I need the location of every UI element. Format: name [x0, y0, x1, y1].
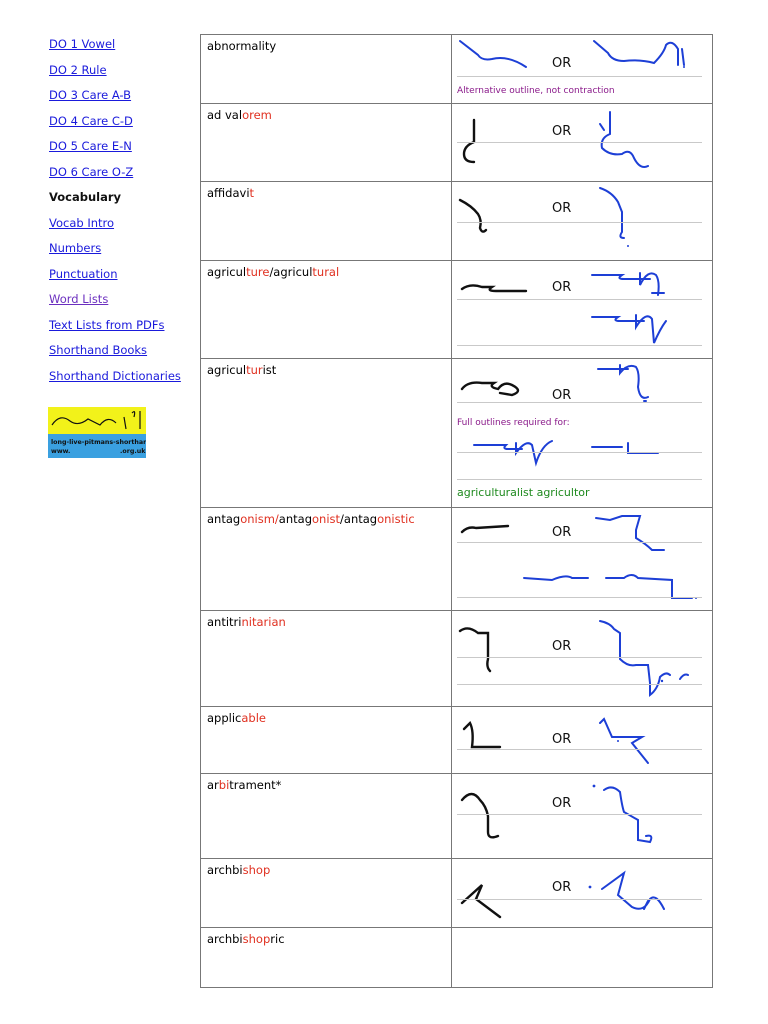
svg-text:long-live-pitmans-shorthand: long-live-pitmans-shorthand	[51, 439, 146, 446]
table-row	[201, 707, 713, 774]
word-part-highlight: nitarian	[241, 615, 286, 629]
or-label: OR	[552, 796, 572, 811]
word-part: antag	[207, 512, 241, 526]
or-label: OR	[552, 639, 572, 654]
outline-cell	[452, 35, 713, 104]
word-part: agricul	[207, 363, 247, 377]
word-cell	[201, 182, 452, 261]
word-part: /antag	[340, 512, 378, 526]
word-cell	[201, 774, 452, 859]
note-text: Full outlines required for:	[457, 418, 570, 428]
word-part: ist	[262, 363, 277, 377]
word-part: archbi	[207, 932, 243, 946]
shorthand-outline-image	[452, 707, 710, 774]
outline-cell	[452, 859, 713, 928]
nav-link-shorthand-dictionaries[interactable]: Shorthand Dictionaries	[49, 368, 181, 383]
shorthand-outline-image	[452, 774, 710, 859]
word-part: agricul	[207, 265, 247, 279]
nav-link-do-1-vowel[interactable]: DO 1 Vowel	[49, 37, 116, 51]
or-label: OR	[552, 201, 572, 216]
table-row	[201, 35, 713, 104]
nav-link-do-3-care-a-b[interactable]: DO 3 Care A-B	[49, 88, 132, 102]
outline-cell	[452, 928, 713, 988]
outline-cell	[452, 182, 713, 261]
word-part-highlight: ture	[246, 265, 270, 279]
word-part: archbi	[207, 863, 243, 877]
note-text: Alternative outline, not contraction	[457, 86, 615, 96]
outline-cell	[452, 707, 713, 774]
or-label: OR	[552, 880, 572, 895]
nav-link-do-4-care-c-d[interactable]: DO 4 Care C-D	[49, 113, 133, 128]
word-part-highlight: tural	[312, 265, 340, 279]
outline-cell	[452, 261, 713, 359]
shorthand-outline-image	[452, 859, 710, 928]
nav-link-numbers[interactable]: Numbers	[49, 241, 102, 255]
word-part-highlight: tur	[246, 363, 263, 377]
table-row	[201, 359, 713, 508]
sidebar-nav	[49, 34, 199, 391]
word-part-highlight: onist	[312, 512, 341, 526]
table-row	[201, 182, 713, 261]
word-part: abnormality	[207, 39, 277, 53]
table-row	[201, 261, 713, 359]
shorthand-outline-image	[452, 611, 710, 707]
word-cell	[201, 928, 452, 988]
svg-text:www.: www.	[51, 448, 71, 455]
word-part: trament*	[229, 778, 282, 792]
nav-link-word-lists[interactable]: Word Lists	[49, 292, 109, 306]
outline-cell	[452, 611, 713, 707]
or-label: OR	[552, 732, 572, 747]
word-part-highlight: onistic	[377, 512, 415, 526]
or-label: OR	[552, 56, 572, 71]
nav-link-text-lists[interactable]: Text Lists from PDFs	[49, 317, 165, 332]
svg-text:.org.uk: .org.uk	[120, 448, 146, 455]
table-row	[201, 104, 713, 182]
word-cell	[201, 508, 452, 611]
outline-cell	[452, 774, 713, 859]
word-part: ad val	[207, 108, 243, 122]
nav-link-do-2-rule[interactable]: DO 2 Rule	[49, 62, 107, 77]
word-part: ric	[270, 932, 285, 946]
word-part-highlight: bi	[218, 778, 230, 792]
word-cell	[201, 104, 452, 182]
word-cell	[201, 35, 452, 104]
outline-cell	[452, 359, 713, 508]
note-words: agriculturalist agricultor	[457, 486, 590, 499]
table-row	[201, 508, 713, 611]
table-row	[201, 774, 713, 859]
site-logo[interactable]	[48, 407, 146, 458]
word-cell	[201, 859, 452, 928]
word-part-highlight: shop	[242, 932, 271, 946]
table-row	[201, 611, 713, 707]
word-part: /agricul	[269, 265, 313, 279]
word-part: antitri	[207, 615, 242, 629]
word-cell	[201, 359, 452, 508]
outline-cell	[452, 104, 713, 182]
or-label: OR	[552, 124, 572, 139]
word-part-highlight: able	[241, 711, 266, 725]
word-part-highlight: shop	[242, 863, 271, 877]
word-part-highlight: onism/	[240, 512, 279, 526]
word-part: applic	[207, 711, 242, 725]
shorthand-outline-image	[452, 508, 710, 611]
nav-link-do-5-care-e-n[interactable]: DO 5 Care E-N	[49, 139, 132, 153]
site-logo-image	[48, 407, 146, 458]
nav-link-vocab-intro[interactable]: Vocab Intro	[49, 215, 115, 230]
shorthand-outline-image	[452, 35, 710, 80]
word-part: affidavi	[207, 186, 250, 200]
word-cell	[201, 261, 452, 359]
shorthand-outline-image	[452, 104, 710, 182]
word-part-highlight: t	[249, 186, 255, 200]
nav-link-punctuation[interactable]: Punctuation	[49, 266, 118, 281]
word-part: antag	[278, 512, 312, 526]
or-label: OR	[552, 388, 572, 403]
nav-current-vocabulary: Vocabulary	[49, 190, 122, 204]
word-part-highlight: orem	[242, 108, 272, 122]
vocabulary-table	[200, 34, 713, 988]
nav-link-do-6-care-o-z[interactable]: DO 6 Care O-Z	[49, 164, 134, 179]
word-cell	[201, 611, 452, 707]
or-label: OR	[552, 525, 572, 540]
nav-link-shorthand-books[interactable]: Shorthand Books	[49, 343, 148, 357]
table-row	[201, 859, 713, 928]
table-row	[201, 928, 713, 988]
word-cell	[201, 707, 452, 774]
word-part: ar	[207, 778, 219, 792]
outline-cell	[452, 508, 713, 611]
or-label: OR	[552, 280, 572, 295]
